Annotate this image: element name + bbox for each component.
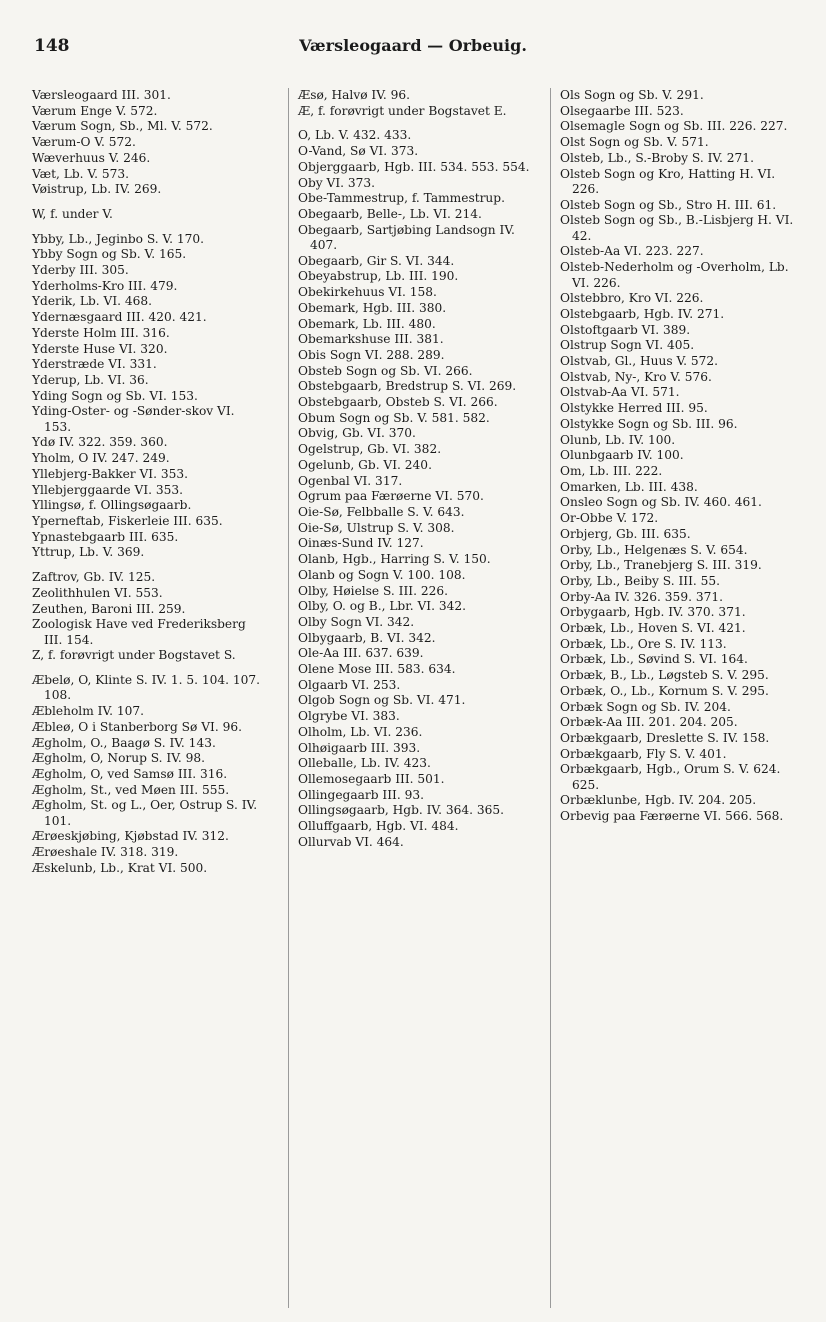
index-entry: Obsteb Sogn og Sb. VI. 266. [298, 363, 473, 378]
index-entry: Ole-Aa III. 637. 639. [298, 646, 424, 661]
index-entry: Or-Obbe V. 172. [560, 511, 659, 526]
index-entry: Olby, O. og B., Lbr. VI. 342. [298, 599, 466, 614]
index-entry: Orbæk, Lb., Søvind S. VI. 164. [560, 652, 748, 667]
index-entry: Ogrum paa Færøerne VI. 570. [298, 489, 484, 504]
index-entry: Orby, Lb., Beiby S. III. 55. [560, 573, 721, 588]
index-entry: Obe-Tammestrup, f. Tammestrup. [298, 191, 505, 206]
index-entry: Olholm, Lb. VI. 236. [298, 724, 423, 739]
index-entry: Yllebjerggaarde VI. 353. [32, 482, 184, 497]
column-divider [288, 88, 289, 1308]
index-entry: Æskelunb, Lb., Krat VI. 500. [32, 860, 208, 875]
page-header [34, 36, 792, 62]
index-entry: Olsteb-Nederholm og -Overholm, Lb. VI. 226. [560, 260, 789, 290]
index-entry: Olleballe, Lb. IV. 423. [298, 756, 431, 771]
index-entry: Olanb og Sogn V. 100. 108. [298, 567, 466, 582]
index-entry: Olby, Høielse S. III. 226. [298, 583, 449, 598]
index-entry: Yholm, O IV. 247. 249. [32, 451, 170, 466]
index-entry: Ægholm, O, Norup S. IV. 98. [32, 751, 206, 766]
index-entry: Ogenbal VI. 317. [298, 473, 403, 488]
index-entry: Ægholm, O., Baagø S. IV. 143. [32, 735, 216, 750]
index-entry: Ybby, Lb., Jeginbo S. V. 170. [32, 231, 205, 246]
section-gap [32, 561, 260, 570]
index-entry: Yderik, Lb. VI. 468. [32, 294, 153, 309]
column-divider [550, 88, 551, 1308]
index-entry: Ydernæsgaard III. 420. 421. [32, 310, 207, 325]
index-entry: Olst Sogn og Sb. V. 571. [560, 135, 709, 150]
index-entry: Orbygaarb, Hgb. IV. 370. 371. [560, 605, 746, 620]
index-entry: Onsleo Sogn og Sb. IV. 460. 461. [560, 495, 762, 510]
index-entry: Zeolithhulen VI. 553. [32, 585, 163, 600]
index-entry: Yderup, Lb. VI. 36. [32, 372, 149, 387]
index-entry: Olstrup Sogn VI. 405. [560, 338, 695, 353]
index-entry: Ægholm, St. og L., Oer, Ostrup S. IV. 101. [32, 798, 258, 828]
index-entry: Olstoftgaarb VI. 389. [560, 322, 691, 337]
index-entry: Olstebgaarb, Hgb. IV. 271. [560, 306, 725, 321]
index-entry: Yderstræde VI. 331. [32, 357, 157, 372]
index-entry: Yderste Holm III. 316. [32, 325, 170, 340]
index-entry: Wæverhuus V. 246. [32, 150, 151, 165]
index-entry: Olsegaarbe III. 523. [560, 103, 684, 118]
index-entry: Olby Sogn VI. 342. [298, 614, 415, 629]
index-entry: Yperneftab, Fiskerleie III. 635. [32, 513, 223, 528]
index-entry: Ollingsøgaarb, Hgb. IV. 364. 365. [298, 803, 504, 818]
index-entry: Æ, f. forøvrigt under Bogstavet E. [298, 103, 507, 118]
index-entry: O-Vand, Sø VI. 373. [298, 144, 419, 159]
index-entry: Oie-Sø, Ulstrup S. V. 308. [298, 520, 455, 535]
index-entry: Obvig, Gb. VI. 370. [298, 426, 416, 441]
page-number: 148 [34, 36, 70, 56]
index-entry: Olluffgaarb, Hgb. VI. 484. [298, 819, 459, 834]
index-entry: Yllebjerg-Bakker VI. 353. [32, 466, 188, 481]
index-entry: Zaftrov, Gb. IV. 125. [32, 570, 156, 585]
index-entry: Orbæk, Lb., Ore S. IV. 113. [560, 636, 727, 651]
index-entry: Yding Sogn og Sb. VI. 153. [32, 388, 198, 403]
index-entry: Oie-Sø, Felbballe S. V. 643. [298, 504, 465, 519]
index-entry: Orbæk Sogn og Sb. IV. 204. [560, 699, 731, 714]
index-entry: Obstebgaarb, Obsteb S. VI. 266. [298, 395, 498, 410]
index-entry: Omarken, Lb. III. 438. [560, 479, 698, 494]
index-entry: Ægholm, St., ved Møen III. 555. [32, 782, 230, 797]
index-entry: Ærøeshale IV. 318. 319. [32, 845, 179, 860]
index-entry: W, f. under V. [32, 206, 113, 221]
index-entry: Orbækgaarb, Dreslette S. IV. 158. [560, 730, 770, 745]
index-entry: Ols Sogn og Sb. V. 291. [560, 88, 704, 102]
index-entry: Ogelstrup, Gb. VI. 382. [298, 442, 442, 457]
index-entry: O, Lb. V. 432. 433. [298, 128, 412, 143]
index-column-2 [298, 88, 534, 850]
index-entry: Olanb, Hgb., Harring S. V. 150. [298, 552, 491, 567]
index-entry: Yderste Huse VI. 320. [32, 341, 168, 356]
section-gap [32, 223, 260, 232]
index-entry: Ybby Sogn og Sb. V. 165. [32, 247, 187, 262]
index-entry: Oinæs-Sund IV. 127. [298, 536, 424, 551]
index-entry: Objerggaarb, Hgb. III. 534. 553. 554. [298, 159, 530, 174]
index-entry: Olsemagle Sogn og Sb. III. 226. 227. [560, 119, 788, 134]
index-entry: Ollurvab VI. 464. [298, 834, 404, 849]
index-entry: Olhøigaarb III. 393. [298, 740, 421, 755]
index-columns [32, 88, 802, 1308]
index-entry: Zoologisk Have ved Frederiksberg III. 154. [32, 617, 246, 647]
index-entry: Orbevig paa Færøerne VI. 566. 568. [560, 809, 784, 824]
index-entry: Obegaarb, Gir S. VI. 344. [298, 253, 455, 268]
index-entry: Obegaarb, Belle-, Lb. VI. 214. [298, 206, 482, 221]
index-entry: Yttrup, Lb. V. 369. [32, 545, 145, 560]
index-entry: Orbjerg, Gb. III. 635. [560, 526, 691, 541]
index-column-3 [560, 88, 802, 825]
index-entry: Ydø IV. 322. 359. 360. [32, 435, 168, 450]
index-entry: Obeyabstrup, Lb. III. 190. [298, 269, 459, 284]
index-entry: Obstebgaarb, Bredstrup S. VI. 269. [298, 379, 517, 394]
index-column-1 [32, 88, 260, 877]
index-entry: Obum Sogn og Sb. V. 581. 582. [298, 410, 490, 425]
index-entry: Olsteb, Lb., S.-Broby S. IV. 271. [560, 150, 754, 165]
index-entry: Obemark, Lb. III. 480. [298, 316, 436, 331]
index-entry: Olunb, Lb. IV. 100. [560, 432, 676, 447]
index-entry: Yding-Oster- og -Sønder-skov VI. 153. [32, 404, 235, 434]
index-entry: Olsteb Sogn og Kro, Hatting H. VI. 226. [560, 166, 776, 196]
index-entry: Orbæk, B., Lb., Løgsteb S. V. 295. [560, 668, 769, 683]
index-entry: Orby-Aa IV. 326. 359. 371. [560, 589, 723, 604]
index-entry: Æbleholm IV. 107. [32, 704, 144, 719]
index-entry: Yderby III. 305. [32, 263, 129, 278]
index-entry: Zeuthen, Baroni III. 259. [32, 601, 186, 616]
index-entry: Orbækgaarb, Fly S. V. 401. [560, 746, 727, 761]
index-entry: Olstebbro, Kro VI. 226. [560, 291, 704, 306]
index-entry: Olstvab-Aa VI. 571. [560, 385, 680, 400]
index-entry: Orbæklunbe, Hgb. IV. 204. 205. [560, 793, 757, 808]
index-entry: Yderholms-Kro III. 479. [32, 278, 178, 293]
index-entry: Obis Sogn VI. 288. 289. [298, 347, 445, 362]
index-entry: Vøistrup, Lb. IV. 269. [32, 182, 162, 197]
index-entry: Oby VI. 373. [298, 175, 376, 190]
index-entry: Olstvab, Ny-, Kro V. 576. [560, 369, 712, 384]
index-entry: Obekirkehuus VI. 158. [298, 285, 437, 300]
index-entry: Olsteb Sogn og Sb., Stro H. III. 61. [560, 197, 777, 212]
index-entry: Orbæk, Lb., Hoven S. VI. 421. [560, 621, 746, 636]
index-entry: Ogelunb, Gb. VI. 240. [298, 457, 432, 472]
index-entry: Olene Mose III. 583. 634. [298, 662, 456, 677]
index-entry: Orbæk, O., Lb., Kornum S. V. 295. [560, 683, 769, 698]
index-entry: Orbæk-Aa III. 201. 204. 205. [560, 715, 738, 730]
index-entry: Olbygaarb, B. VI. 342. [298, 630, 436, 645]
index-entry: Obemark, Hgb. III. 380. [298, 300, 447, 315]
index-entry: Z, f. forøvrigt under Bogstavet S. [32, 648, 236, 663]
index-entry: Orby, Lb., Tranebjerg S. III. 319. [560, 558, 762, 573]
index-entry: Olgob Sogn og Sb. VI. 471. [298, 693, 466, 708]
index-entry: Olstykke Sogn og Sb. III. 96. [560, 416, 738, 431]
index-entry: Ægholm, O, ved Samsø III. 316. [32, 766, 228, 781]
index-entry: Orbækgaarb, Hgb., Orum S. V. 624. 625. [560, 762, 781, 792]
section-gap [298, 119, 534, 128]
index-entry: Værum-O V. 572. [32, 135, 136, 150]
index-entry: Olstvab, Gl., Huus V. 572. [560, 354, 719, 369]
index-entry: Værum Enge V. 572. [32, 103, 158, 118]
index-entry: Olgrybe VI. 383. [298, 709, 400, 724]
index-entry: Obemarkshuse III. 381. [298, 332, 444, 347]
index-entry: Værsleogaard III. 301. [32, 88, 171, 102]
index-entry: Ollemosegaarb III. 501. [298, 771, 445, 786]
index-entry: Olgaarb VI. 253. [298, 677, 401, 692]
index-entry: Obegaarb, Sartjøbing Landsogn IV. 407. [298, 222, 515, 253]
section-gap [32, 198, 260, 207]
index-entry: Æbleø, O i Stanberborg Sø VI. 96. [32, 719, 242, 734]
index-entry: Olsteb Sogn og Sb., B.-Lisbjerg H. VI. 42. [560, 213, 794, 243]
index-entry: Æsø, Halvø IV. 96. [298, 88, 411, 102]
index-entry: Ærøeskjøbing, Kjøbstad IV. 312. [32, 829, 229, 844]
index-entry: Om, Lb. III. 222. [560, 463, 663, 478]
index-entry: Værum Sogn, Sb., Ml. V. 572. [32, 119, 213, 134]
index-entry: Yllingsø, f. Ollingsøgaarb. [32, 498, 192, 513]
index-entry: Orby, Lb., Helgenæs S. V. 654. [560, 542, 748, 557]
index-entry: Æbelø, O, Klinte S. IV. 1. 5. 104. 107. 108. [32, 673, 261, 703]
running-head: Værsleogaard — Orbeuig. [299, 36, 527, 55]
index-entry: Ypnastebgaarb III. 635. [32, 529, 179, 544]
index-entry: Væt, Lb. V. 573. [32, 166, 129, 181]
section-gap [32, 664, 260, 673]
index-entry: Ollingegaarb III. 93. [298, 787, 424, 802]
index-entry: Olstykke Herred III. 95. [560, 401, 708, 416]
index-entry: Olunbgaarb IV. 100. [560, 448, 684, 463]
index-entry: Olsteb-Aa VI. 223. 227. [560, 244, 704, 259]
